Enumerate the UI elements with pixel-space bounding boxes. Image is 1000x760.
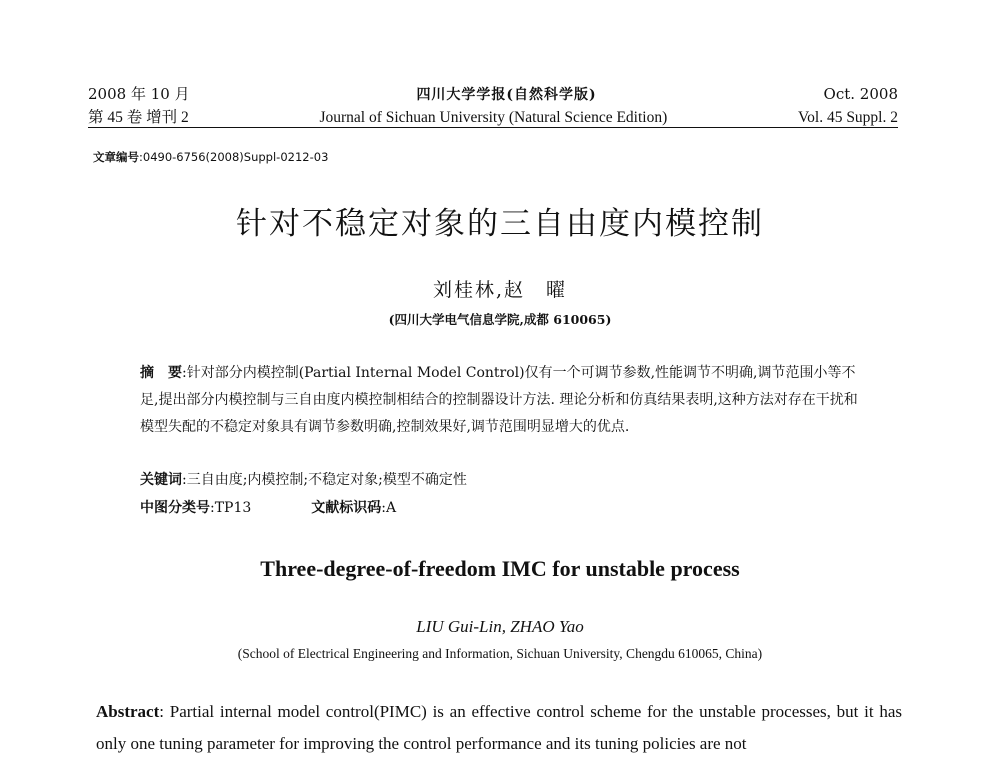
classification-line xyxy=(140,497,860,517)
keywords-cn-label: 关键词 xyxy=(140,472,182,488)
abstract-cn xyxy=(140,360,860,441)
clc-label: 中图分类号 xyxy=(140,500,210,516)
affiliation-cn: (四川大学电气信息学院,成都 610065) xyxy=(388,312,612,327)
paper-title-cn: 针对不稳定对象的三自由度内模控制 xyxy=(236,206,764,242)
article-number-value: :0490-6756(2008)Suppl-0212-03 xyxy=(139,150,329,164)
abstract-cn-text: :针对部分内模控制(Partial Internal Model Control)仅有一个可调节参数,性能调节不明确,调节范围小等不足,提出部分内模控制与三自由度内模控制相结合的控制器设计方法. 理论分析和仿真结果表明,这种方法对存在干扰和模型失配的不稳定对象具有调节参数明确,控制效果好,调节范围明显增大的优点. xyxy=(140,365,858,435)
journal-header xyxy=(88,83,898,129)
journal-name-cn: 四川大学学报(自然科学版) xyxy=(416,87,597,103)
doc-code-value: :A xyxy=(381,500,397,516)
article-number xyxy=(93,149,328,165)
header-row-bottom xyxy=(88,105,898,129)
issue-date-cn: 2008 年 10 月 xyxy=(88,85,190,103)
journal-name-en: Journal of Sichuan University (Natural Science Edition) xyxy=(319,109,668,126)
clc-value: :TP13 xyxy=(210,500,252,516)
abstract-en-label: Abstract xyxy=(96,702,160,721)
keywords-cn xyxy=(140,469,860,489)
keywords-cn-text: :三自由度;内模控制;不稳定对象;模型不确定性 xyxy=(182,472,467,488)
header-rule xyxy=(88,127,898,128)
abstract-cn-label: 摘 要 xyxy=(140,365,182,381)
header-row-top xyxy=(88,83,898,105)
authors-cn: 刘桂林,赵 曜 xyxy=(432,279,568,301)
volume-en: Vol. 45 Suppl. 2 xyxy=(797,109,898,126)
authors-en: LIU Gui-Lin, ZHAO Yao xyxy=(416,617,584,636)
article-number-label: 文章编号 xyxy=(93,150,139,164)
affiliation-en: (School of Electrical Engineering and Information, Sichuan University, Chengdu 610065, China) xyxy=(237,646,763,661)
volume-cn: 第 45 卷 增刊 2 xyxy=(88,109,189,126)
abstract-en-text: : Partial internal model control(PIMC) is an effective control scheme for the unstable processes, but it has only one tuning parameter for improving the control performance and its tuning policies are not xyxy=(96,702,902,753)
abstract-en xyxy=(96,696,902,760)
paper-title-en: Three-degree-of-freedom IMC for unstable process xyxy=(260,556,740,581)
doc-code-label: 文献标识码 xyxy=(311,500,382,516)
issue-date-en: Oct. 2008 xyxy=(823,85,898,103)
